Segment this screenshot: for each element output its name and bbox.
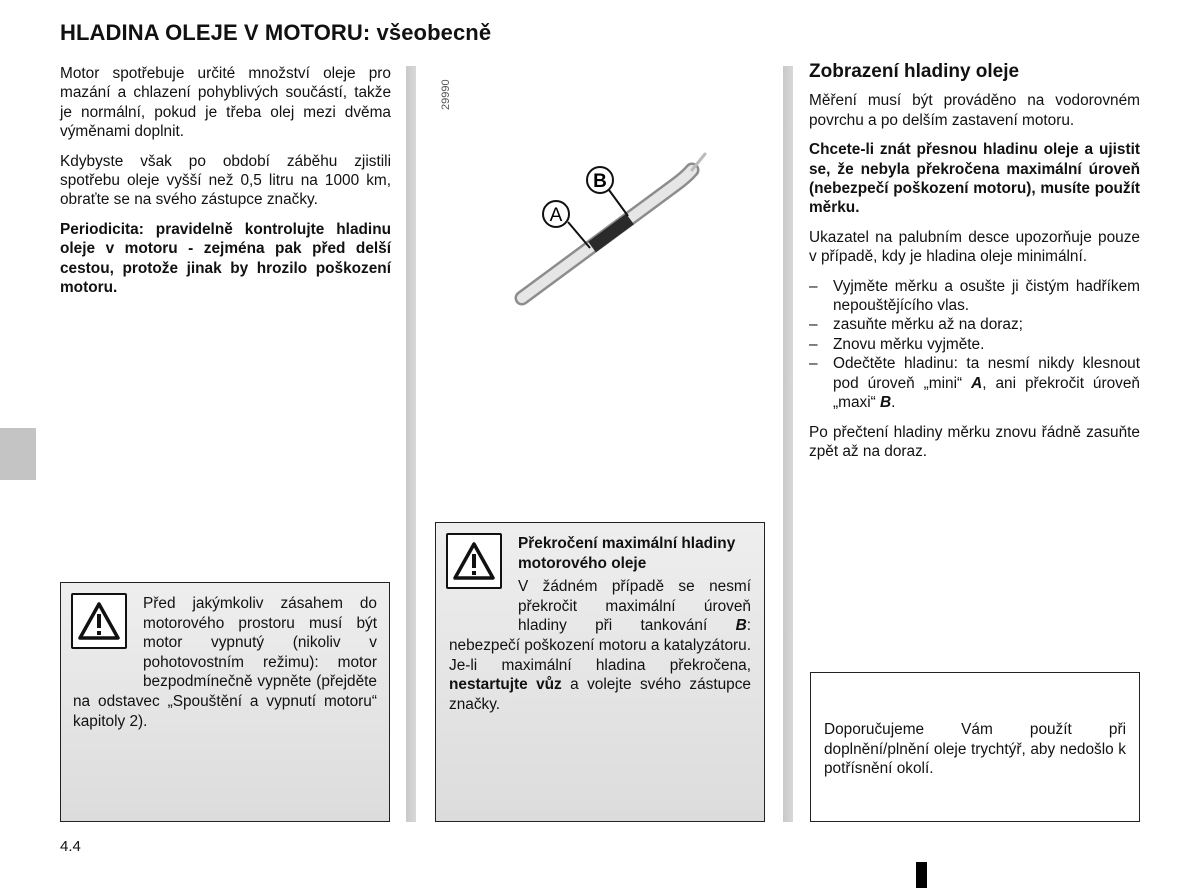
icon-float-spacer xyxy=(449,534,518,618)
ref-a: A xyxy=(971,374,983,392)
paragraph-oil-consumption: Motor spotřebuje určité množství oleje pro mazání a chlazení pohyblivých součástí, takže je normální, pokud je třeba olej mezi dvěma výměnami doplnit. xyxy=(60,65,391,141)
step-item: – Znovu měrku vyjměte. xyxy=(809,335,1140,354)
warning-text-1: V žádném případě se nesmí překročit maximální úroveň hladiny při tankování xyxy=(518,578,751,635)
step-4-part-c: . xyxy=(891,394,896,412)
warning-text-max-level xyxy=(449,534,751,714)
column-separator-left xyxy=(406,66,416,822)
warning-text-2: Je-li maximální hladina překročena, xyxy=(449,656,751,674)
warning-text: Před jakýmkoliv zásahem do motorového prostoru musí být motor vypnutý (nikoliv v pohotovostním režimu): motor bezpodmínečně vypněte (přejděte na odstavec „Spouštění a vypnutí motoru“ kapitoly 2). xyxy=(73,595,377,730)
step-4-part-b: , ani překročit úroveň „maxi“ xyxy=(833,374,1140,412)
title-suffix: všeobecně xyxy=(376,20,492,45)
title-main: HLADINA OLEJE V MOTORU: xyxy=(60,20,377,45)
paragraph-dashboard-indicator: Ukazatel na palubním desce upozorňuje pouze v případě, kdy je hladina oleje minimální. xyxy=(809,228,1140,266)
edge-marker xyxy=(916,862,927,888)
warning-text-1-end: : nebezpečí poškození motoru a katalyzátoru. xyxy=(449,617,752,654)
step-item: – Vyjměte měrku a osušte ji čistým hadříkem nepouštějícího vlas. xyxy=(809,277,1140,316)
warning-box-max-level xyxy=(435,522,765,822)
note-text: Doporučujeme Vám použít při doplnění/plnění oleje trychtýř, aby nedošlo k potřísnění okolí. xyxy=(824,721,1126,778)
column-separator-right xyxy=(783,66,793,822)
paragraph-periodicity: Periodicita: pravidelně kontrolujte hladinu oleje v motoru - zejména pak před delší cestou, protože jinak by hrozilo poškození motoru. xyxy=(60,220,391,297)
figure-code: 29990 xyxy=(440,79,452,110)
warning-text-2-bold: nestartujte vůz xyxy=(449,676,562,694)
warning-text-engine-off xyxy=(73,594,377,731)
page-title xyxy=(60,20,491,46)
dipstick-illustration xyxy=(500,140,720,310)
paragraph-reinsert: Po přečtení hladiny měrku znovu řádně zasuňte zpět až na doraz. xyxy=(809,423,1140,460)
label-a: A xyxy=(549,205,563,226)
step-4-part-a: Odečtěte hladinu: ta nesmí nikdy klesnout pod úroveň „mini“ xyxy=(833,355,1140,392)
chapter-tab-marker xyxy=(0,428,36,480)
note-box-funnel xyxy=(810,672,1140,822)
steps-list xyxy=(809,277,1140,413)
left-column xyxy=(60,64,391,307)
paragraph-use-dipstick: Chcete-li znát přesnou hladinu oleje a ujistit se, že nebyla překročena maximální úroveň (nebezpečí poškození motoru), musíte použít měrku. xyxy=(809,141,1140,217)
warning-text-2-end: a volejte svého zástupce značky. xyxy=(449,676,751,713)
icon-float-spacer xyxy=(73,594,143,676)
step-item xyxy=(809,354,1140,412)
label-b: B xyxy=(593,171,607,192)
step-item: – zasuňte měrku až na doraz; xyxy=(809,315,1140,334)
ref-b: B xyxy=(880,394,892,412)
section-heading: Zobrazení hladiny oleje xyxy=(809,61,1020,82)
warning-box-engine-off xyxy=(60,582,390,822)
paragraph-measure-conditions: Měření musí být prováděno na vodorovném povrchu a po delším zastavení motoru. xyxy=(809,92,1140,129)
right-column xyxy=(809,62,1140,471)
warning-heading: Překročení maximální hladiny motorového oleje xyxy=(518,535,736,572)
paragraph-break-in: Kdybyste však po období záběhu zjistili spotřebu oleje vyšší než 0,5 litru na 1000 km, obraťte se na svého zástupce značky. xyxy=(60,152,391,209)
page-number: 4.4 xyxy=(60,838,81,855)
ref-b: B xyxy=(735,617,747,635)
